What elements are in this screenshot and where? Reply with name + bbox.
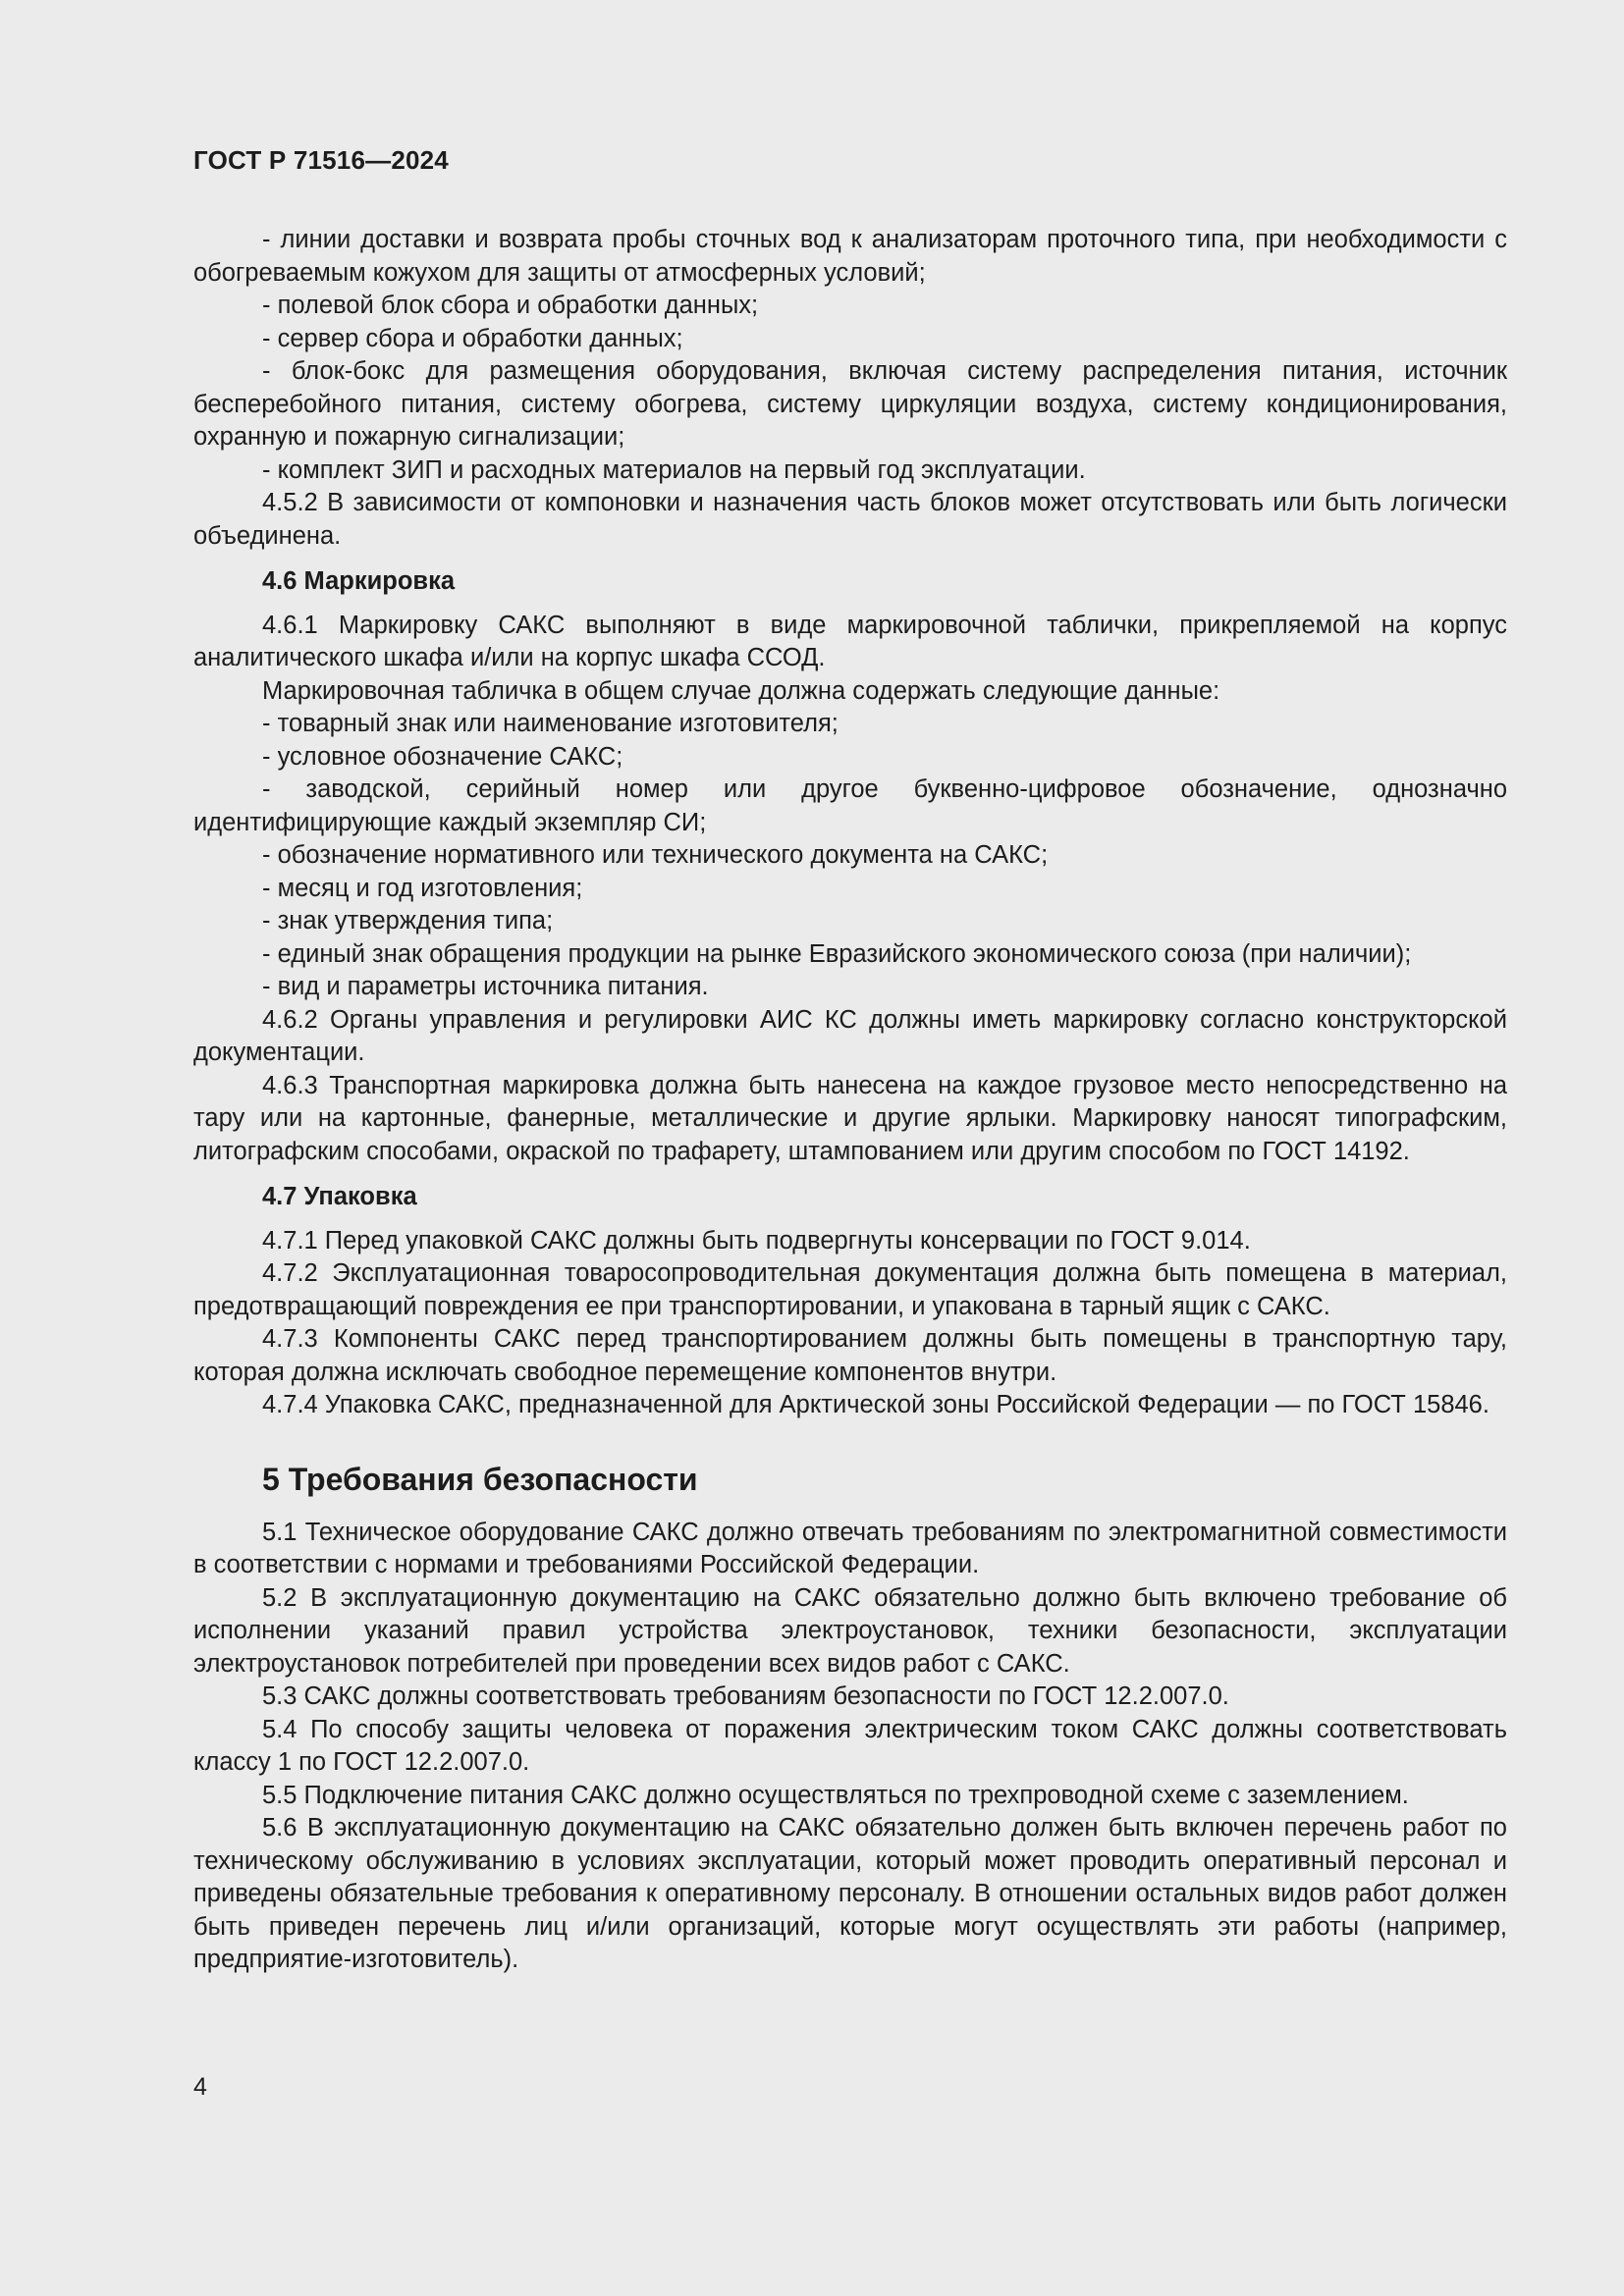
paragraph-5-5: 5.5 Подключение питания САКС должно осуществляться по трехпроводной схеме с заземлением. bbox=[262, 1781, 1409, 1809]
list-item: - сервер сбора и обработки данных; bbox=[262, 324, 683, 352]
paragraph-4-7-2: 4.7.2 Эксплуатационная товаросопроводительная документация должна быть помещена в материал, предотвращающий повреждения ее при транспортировании, и упакована в тарный ящик с САКС. bbox=[193, 1259, 1507, 1320]
paragraph-4-7-1: 4.7.1 Перед упаковкой САКС должны быть подвергнуты консервации по ГОСТ 9.014. bbox=[262, 1226, 1251, 1255]
document-body bbox=[193, 224, 1507, 1977]
list-item: - знак утверждения типа; bbox=[262, 907, 554, 934]
paragraph-4-7-4: 4.7.4 Упаковка САКС, предназначенной для Арктической зоны Российской Федерации — по ГОСТ 15846. bbox=[262, 1391, 1489, 1418]
list-item: - вид и параметры источника питания. bbox=[262, 973, 709, 1000]
paragraph-4-6-3: 4.6.3 Транспортная маркировка должна быть нанесена на каждое грузовое место непосредственно на тару или на картонные, фанерные, металлические и другие ярлыки. Маркировку наносят типографским, литографским способами, окраской по трафарету, штампованием или другим способом по ГОСТ 14192. bbox=[193, 1071, 1507, 1165]
list-item: - товарный знак или наименование изготовителя; bbox=[262, 710, 839, 737]
list-item: - условное обозначение САКС; bbox=[262, 742, 623, 771]
paragraph-5-4: 5.4 По способу защиты человека от поражения электрическим током САКС должны соответствовать классу 1 по ГОСТ 12.2.007.0. bbox=[193, 1715, 1507, 1776]
list-item: - обозначение нормативного или технического документа на САКС; bbox=[262, 841, 1049, 869]
list-item: - месяц и год изготовления; bbox=[262, 874, 583, 902]
paragraph-5-3: 5.3 САКС должны соответствовать требованиям безопасности по ГОСТ 12.2.007.0. bbox=[262, 1682, 1229, 1710]
paragraph-4-6-2: 4.6.2 Органы управления и регулировки АИС КС должны иметь маркировку согласно конструкторской документации. bbox=[193, 1005, 1507, 1066]
paragraph-5-1: 5.1 Техническое оборудование САКС должно отвечать требованиям по электромагнитной совместимости в соответствии с нормами и требованиями Российской Федерации. bbox=[193, 1518, 1507, 1578]
list-item: - блок-бокс для размещения оборудования, включая систему распределения питания, источник бесперебойного питания, систему обогрева, систему циркуляции воздуха, систему кондиционирования, охранную и пожарную сигнализации; bbox=[193, 357, 1507, 451]
list-item: - линии доставки и возврата пробы сточных вод к анализаторам проточного типа, при необходимости с обогреваемым кожухом для защиты от атмосферных условий; bbox=[193, 226, 1507, 287]
section-heading-4-7: 4.7 Упаковка bbox=[262, 1183, 417, 1210]
list-item: - заводской, серийный номер или другое буквенно-цифровое обозначение, однозначно идентифицирующие каждый экземпляр СИ; bbox=[193, 775, 1507, 836]
paragraph-4-7-3: 4.7.3 Компоненты САКС перед транспортированием должны быть помещены в транспортную тару, которая должна исключать свободное перемещение компонентов внутри. bbox=[193, 1325, 1507, 1386]
list-item: - единый знак обращения продукции на рынке Евразийского экономического союза (при наличии); bbox=[262, 939, 1412, 968]
list-item: - полевой блок сбора и обработки данных; bbox=[262, 292, 759, 319]
paragraph-4-5-2: 4.5.2 В зависимости от компоновки и назначения часть блоков может отсутствовать или быть логически объединена. bbox=[193, 489, 1507, 550]
paragraph-5-6: 5.6 В эксплуатационную документацию на САКС обязательно должен быть включен перечень работ по техническому обслуживанию в условиях эксплуатации, который может проводить оперативный персонал и приведены обязательные требования к оперативному персоналу. В отношении остальных видов работ должен быть приведен перечень лиц и/или организаций, которые могут осуществлять эти работы (например, предприятие-изготовитель). bbox=[193, 1814, 1507, 1973]
paragraph-4-6-1-intro: Маркировочная табличка в общем случае должна содержать следующие данные: bbox=[262, 676, 1220, 705]
section-heading-5: 5 Требования безопасности bbox=[262, 1461, 698, 1497]
paragraph-4-6-1: 4.6.1 Маркировку САКС выполняют в виде маркировочной таблички, прикрепляемой на корпус аналитического шкафа и/или на корпус шкафа ССОД. bbox=[193, 611, 1507, 671]
section-heading-4-6: 4.6 Маркировка bbox=[262, 567, 456, 595]
document-header: ГОСТ Р 71516—2024 bbox=[193, 145, 449, 175]
paragraph-5-2: 5.2 В эксплуатационную документацию на САКС обязательно должно быть включено требование об исполнении указаний правил устройства электроустановок, техники безопасности, эксплуатации электроустановок потребителей при проведении всех видов работ с САКС. bbox=[193, 1583, 1507, 1678]
list-item: - комплект ЗИП и расходных материалов на первый год эксплуатации. bbox=[262, 455, 1086, 484]
page-number: 4 bbox=[193, 2073, 207, 2101]
